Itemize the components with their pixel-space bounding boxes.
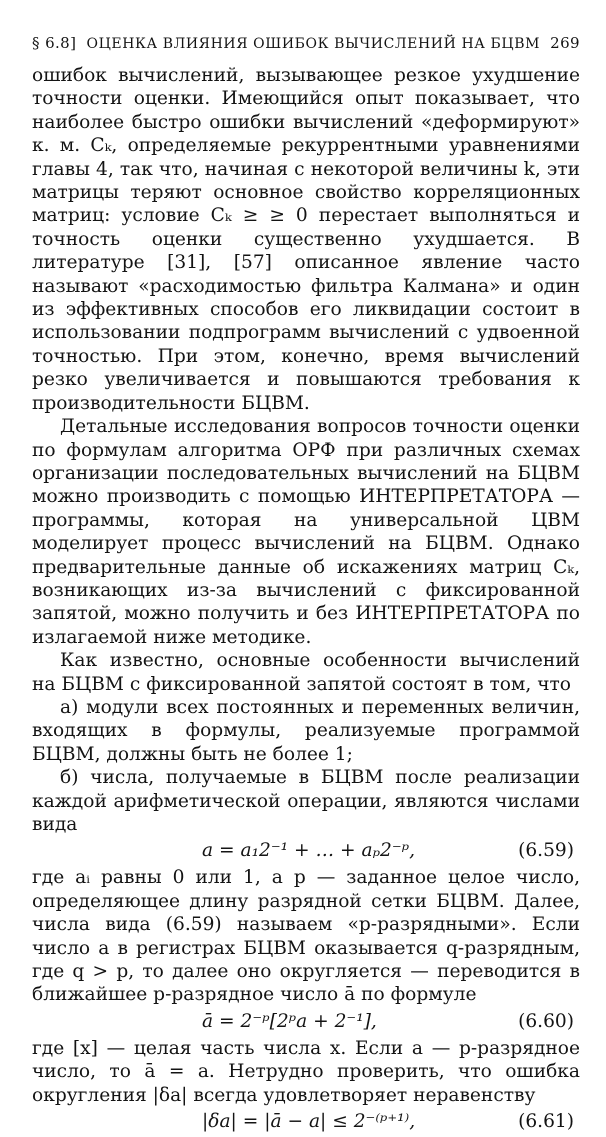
paragraph-4: а) модули всех постоянных и переменных величин, входящих в формулы, реализуемые программой БЦВМ, должны быть не более 1; [32,696,580,765]
running-title: ОЦЕНКА ВЛИЯНИЯ ОШИБОК ВЫЧИСЛЕНИЙ НА БЦВМ [86,36,541,52]
paragraph-7: где [x] — целая часть числа x. Если a — p-разрядное число, то ā = a. Нетрудно проверить, что ошибка округления |δa| всегда удовлетворяет неравенству [32,1037,580,1106]
paragraph-3: Как известно, основные особенности вычислений на БЦВМ с фиксированной запятой состоят в том, что [32,650,580,695]
equation-6-61 [32,1107,580,1137]
paragraph-5: б) числа, получаемые в БЦВМ после реализации каждой арифметической операции, являются числами вида [32,767,580,835]
paragraph-2: Детальные исследования вопросов точности оценки по формулам алгоритма ОРФ при различных схемах организации последовательных вычислений на БЦВМ можно производить с помощью ИНТЕРПРЕТАТОРА — программы, которая на универсальной ЦВМ моделирует процесс вычислений на БЦВМ. Однако предварительные данные об искажениях матриц Cₖ, возникающих из-за вычислений с фиксированной запятой, можно получить и без ИНТЕРПРЕТАТОРА по излагаемой ниже методике. [32,416,580,648]
equation-number: (6.60) [518,1010,574,1032]
paragraph-1: ошибок вычислений, вызывающее резкое ухудшение точности оценки. Имеющийся опыт показывает, что наиболее быстро ошибки вычислений «деформируют» к. м. Cₖ, определяемые рекуррентными уравнениями главы 4, так что, начиная с некоторой величины k, эти матрицы теряют основное свойство корреляционных матриц: условие Cₖ ≥ ≥ 0 перестает выполняться и точность оценки существенно ухудшается. В литературе [31], [57] описанное явление часто называют «расходимостью фильтра Калмана» и один из эффективных способов его ликвидации состоит в использовании подпрограмм вычислений с удвоенной точностью. При этом, конечно, время вычислений резко увеличивается и повышаются требования к производительности БЦВМ. [32,65,580,414]
paragraph-6: где aᵢ равны 0 или 1, а p — заданное целое число, определяющее длину разрядной сетки БЦВМ. Далее, числа вида (6.59) называем «p-разрядными». Если число a в регистрах БЦВМ оказывается q-разрядным, где q > p, то далее оно округляется — переводится в ближайшее p-разрядное число ā по формуле [32,867,580,1006]
running-header [32,34,580,64]
equation-formula: |δa| = |ā − a| ≤ 2⁻⁽ᵖ⁺¹⁾, [202,1111,416,1133]
equation-number: (6.61) [518,1111,574,1133]
page-body [32,64,580,1137]
page-number: 269 [550,34,580,52]
equation-6-59 [32,836,580,866]
equation-formula: a = a₁2⁻¹ + … + aₚ2⁻ᵖ, [202,840,416,862]
section-number: § 6.8] [32,34,77,52]
equation-6-60 [32,1007,580,1037]
book-page [32,34,580,1137]
equation-number: (6.59) [518,840,574,862]
equation-formula: ā = 2⁻ᵖ[2ᵖa + 2⁻¹], [202,1010,377,1032]
